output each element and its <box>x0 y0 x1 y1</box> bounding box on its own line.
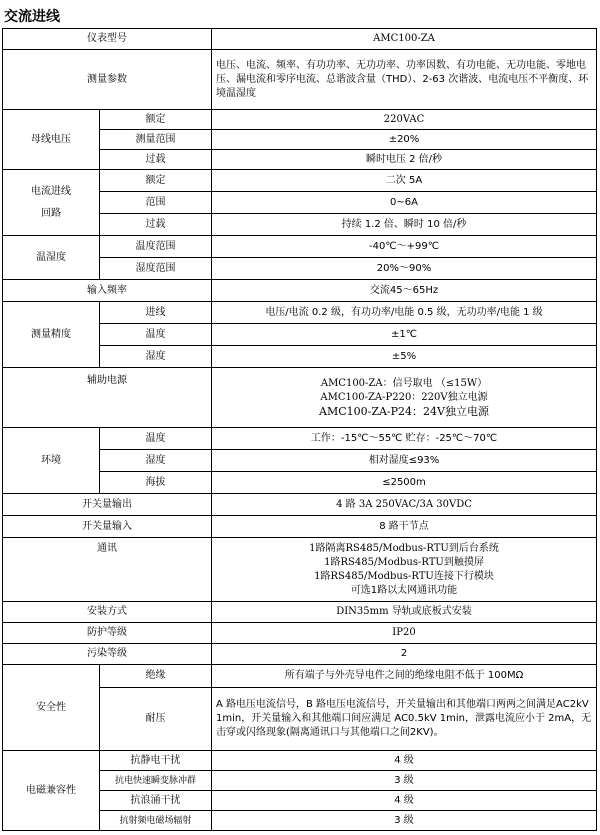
pollution-label: 污染等级 <box>3 644 212 665</box>
table-row <box>3 751 597 771</box>
table-row <box>3 428 597 450</box>
bus-range-value: ±20% <box>212 130 597 150</box>
accuracy-label: 测量精度 <box>3 302 100 368</box>
emc-eft-value: 3 级 <box>212 771 597 791</box>
model-label: 仪表型号 <box>3 29 212 50</box>
acc-line-value: 电压/电流 0.2 级，有功功率/电能 0.5 级，无功功率/电能 1 级 <box>212 302 597 324</box>
pollution-value: 2 <box>212 644 597 665</box>
mount-value: DIN35mm 导轨或底板式安装 <box>212 602 597 623</box>
current-loop-label-line1: 电流进线 <box>31 185 71 197</box>
measure-value: 电压、电流、频率、有功功率、无功功率、功率因数、有功电能、无功电能、零地电压、漏电流和零序电流、总谐波含量（THD）、2-63 次谐波、电流电压不平衡度、环境温湿度 <box>212 50 597 110</box>
comm-line: 1路隔离RS485/Modbus-RTU到后台系统 <box>309 542 499 554</box>
acc-hum-label: 湿度 <box>100 346 212 368</box>
current-loop-label <box>3 170 100 236</box>
cur-rated-value: 二次 5A <box>212 170 597 192</box>
comm-line: 1路RS485/Modbus-RTU连接下行模块 <box>314 570 494 582</box>
withstand-label: 耐压 <box>100 688 212 751</box>
acc-temp-label: 温度 <box>100 324 212 346</box>
comm-label: 通讯 <box>3 538 212 602</box>
table-row <box>3 538 597 602</box>
acc-line-label: 进线 <box>100 302 212 324</box>
table-row <box>3 29 597 50</box>
acc-temp-value: ±1℃ <box>212 324 597 346</box>
table-row <box>3 494 597 516</box>
mount-label: 安装方式 <box>3 602 212 623</box>
cur-over-value: 持续 1.2 倍、瞬时 10 倍/秒 <box>212 214 597 236</box>
bus-rated-label: 额定 <box>100 110 212 130</box>
bus-over-value: 瞬时电压 2 倍/秒 <box>212 150 597 170</box>
bus-range-label: 测量范围 <box>100 130 212 150</box>
model-value: AMC100-ZA <box>212 29 597 50</box>
emc-rf-label: 抗射频电磁场辐射 <box>100 811 212 831</box>
insulation-label: 绝缘 <box>100 665 212 688</box>
env-temp-value: 工作：-15℃～55℃ 贮存：-25℃～70℃ <box>212 428 597 450</box>
safety-label: 安全性 <box>3 665 100 751</box>
env-hum-value: 相对湿度≤93% <box>212 450 597 472</box>
aux-power-value <box>212 368 597 428</box>
table-row <box>3 236 597 258</box>
emc-surge-label: 抗浪涌干扰 <box>100 791 212 811</box>
emc-esd-value: 4 级 <box>212 751 597 771</box>
di-value: 8 路干节点 <box>212 516 597 538</box>
emc-surge-value: 4 级 <box>212 791 597 811</box>
freq-label: 输入频率 <box>3 280 212 302</box>
env-hum-label: 湿度 <box>100 450 212 472</box>
freq-value: 交流45～65Hz <box>212 280 597 302</box>
bus-rated-value: 220VAC <box>212 110 597 130</box>
emc-label: 电磁兼容性 <box>3 751 100 831</box>
table-row <box>3 170 597 192</box>
cur-over-label: 过载 <box>100 214 212 236</box>
emc-eft-label: 抗电快速瞬变脉冲群 <box>100 771 212 791</box>
table-row <box>3 280 597 302</box>
comm-value <box>212 538 597 602</box>
temp-hum-label: 温湿度 <box>3 236 100 280</box>
table-row <box>3 665 597 688</box>
th-temp-label: 温度范围 <box>100 236 212 258</box>
env-alt-value: ≤2500m <box>212 472 597 494</box>
cur-range-label: 范围 <box>100 192 212 214</box>
table-row <box>3 602 597 623</box>
table-row <box>3 302 597 324</box>
table-row <box>3 516 597 538</box>
table-row <box>3 368 597 428</box>
do-label: 开关量输出 <box>3 494 212 516</box>
emc-rf-value: 3 级 <box>212 811 597 831</box>
cur-range-value: 0~6A <box>212 192 597 214</box>
ip-value: IP20 <box>212 623 597 644</box>
insulation-value: 所有端子与外壳导电件之间的绝缘电阻不低于 100MΩ <box>212 665 597 688</box>
table-row <box>3 644 597 665</box>
bus-voltage-label: 母线电压 <box>3 110 100 170</box>
comm-line: 1路RS485/Modbus-RTU到触摸屏 <box>324 556 484 568</box>
comm-line: 可选1路以太网通讯功能 <box>350 584 458 596</box>
spec-table <box>2 28 597 831</box>
th-temp-value: -40℃～+99℃ <box>212 236 597 258</box>
th-hum-label: 湿度范围 <box>100 258 212 280</box>
aux-power-line: AMC100-ZA-P220：220V独立电源 <box>320 391 488 403</box>
table-row <box>3 50 597 110</box>
env-temp-label: 温度 <box>100 428 212 450</box>
environment-label: 环境 <box>3 428 100 494</box>
di-label: 开关量输入 <box>3 516 212 538</box>
table-row <box>3 110 597 130</box>
aux-power-line: AMC100-ZA-P24：24V独立电源 <box>319 404 489 418</box>
emc-esd-label: 抗静电干扰 <box>100 751 212 771</box>
do-value: 4 路 3A 250VAC/3A 30VDC <box>212 494 597 516</box>
aux-power-line: AMC100-ZA：信号取电 （≤15W） <box>320 377 488 389</box>
current-loop-label-line2: 回路 <box>41 207 61 219</box>
bus-over-label: 过载 <box>100 150 212 170</box>
acc-hum-value: ±5% <box>212 346 597 368</box>
table-row <box>3 623 597 644</box>
cur-rated-label: 额定 <box>100 170 212 192</box>
env-alt-label: 海拔 <box>100 472 212 494</box>
page-title: 交流进线 <box>4 9 60 25</box>
aux-power-label: 辅助电源 <box>3 368 212 428</box>
withstand-value: A 路电压电流信号，B 路电压电流信号，开关量输出和其他端口两两之间满足AC2kV 1min，开关量输入和其他端口间应满足 AC0.5kV 1min，泄露电流应小于 2mA，无击穿或闪络现象(隔离通讯口与其他端口之间2KV)。 <box>212 688 597 751</box>
th-hum-value: 20%～90% <box>212 258 597 280</box>
measure-label: 测量参数 <box>3 50 212 110</box>
ip-label: 防护等级 <box>3 623 212 644</box>
